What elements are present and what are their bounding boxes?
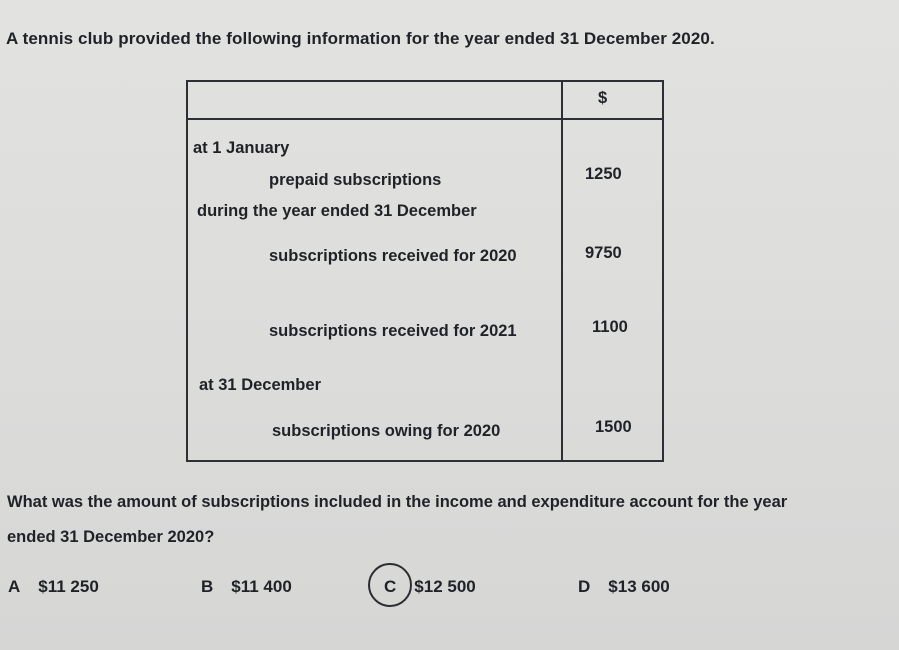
row-value-subscriptions-owing: 1500 xyxy=(595,418,632,436)
option-d[interactable] xyxy=(578,577,670,597)
row-label-subscriptions-owing: subscriptions owing for 2020 xyxy=(272,422,501,440)
option-c-letter: C xyxy=(384,577,397,596)
row-label-subscriptions-2020: subscriptions received for 2020 xyxy=(269,247,517,265)
option-b-letter: B xyxy=(201,577,214,596)
option-b-text: $11 400 xyxy=(231,577,292,596)
row-value-prepaid-subscriptions: 1250 xyxy=(585,165,622,183)
row-value-subscriptions-2021: 1100 xyxy=(592,318,628,336)
row-label-prepaid-subscriptions: prepaid subscriptions xyxy=(269,171,442,189)
option-a-letter: A xyxy=(8,577,21,596)
row-label-subscriptions-2021: subscriptions received for 2021 xyxy=(269,322,517,340)
question-line-2: ended 31 December 2020? xyxy=(7,528,215,546)
option-b[interactable] xyxy=(201,577,292,597)
option-a[interactable] xyxy=(8,577,99,597)
option-a-text: $11 250 xyxy=(38,577,99,596)
option-d-letter: D xyxy=(578,577,591,596)
option-d-text: $13 600 xyxy=(608,577,670,596)
row-label-at-1-january: at 1 January xyxy=(193,139,290,157)
information-table xyxy=(186,80,664,462)
row-label-at-31-december: at 31 December xyxy=(199,376,321,394)
column-divider xyxy=(561,82,563,460)
option-c-text: $12 500 xyxy=(414,577,476,596)
question-line-1: What was the amount of subscriptions included in the income and expenditure account for the year xyxy=(7,493,788,511)
header-divider xyxy=(188,118,662,120)
currency-header: $ xyxy=(598,89,608,107)
intro-text: A tennis club provided the following information for the year ended 31 December 2020. xyxy=(6,29,715,48)
option-c[interactable] xyxy=(384,577,476,597)
row-label-during-year: during the year ended 31 December xyxy=(197,202,477,220)
row-value-subscriptions-2020: 9750 xyxy=(585,244,622,262)
